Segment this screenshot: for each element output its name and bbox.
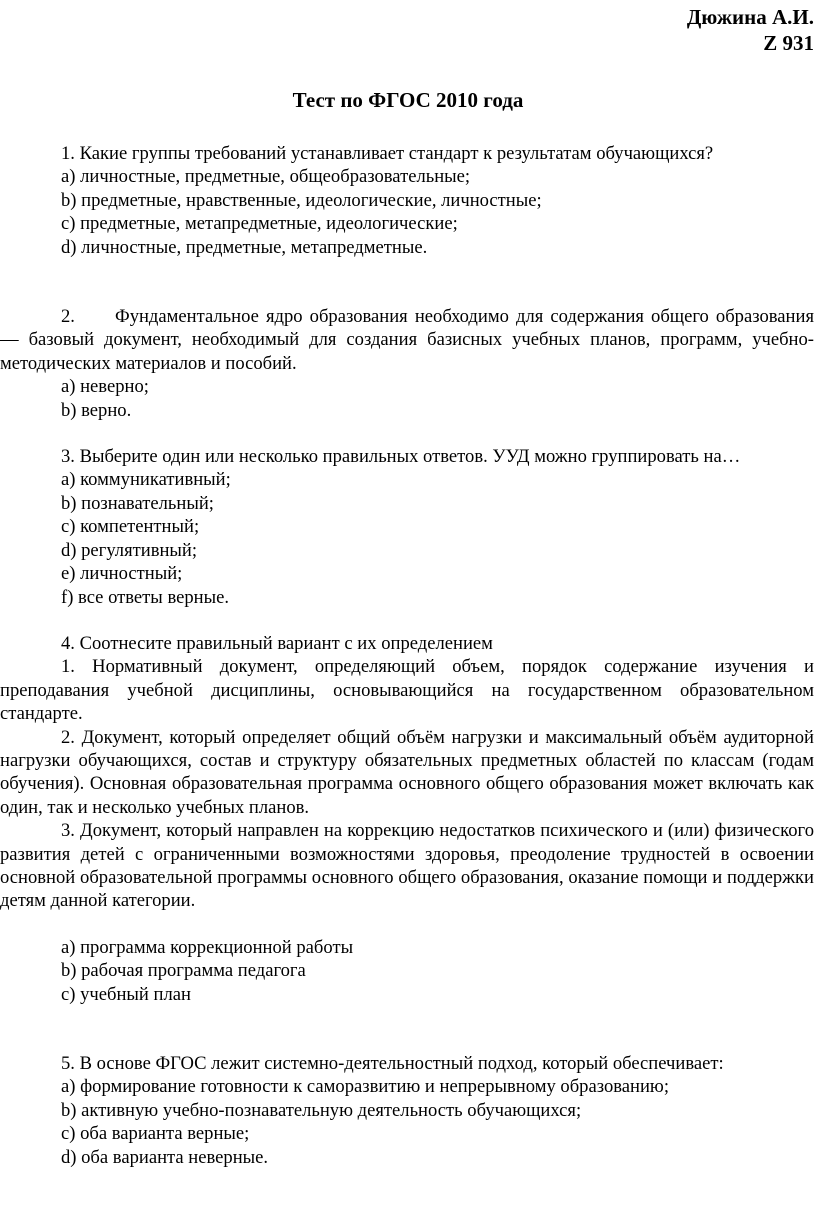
q3-option-c: c) компетентный; (61, 516, 200, 538)
question-3 (0, 445, 814, 609)
question-2-number: 2. (61, 306, 75, 328)
test-body (0, 142, 814, 1169)
question-3-text: 3. Выберите один или несколько правильных ответов. УУД можно группировать на… (61, 446, 741, 468)
q3-option-e: e) личностный; (61, 563, 183, 585)
q3-option-d: d) регулятивный; (61, 539, 198, 561)
q5-option-d: d) оба варианта неверные. (61, 1146, 269, 1168)
question-1-text: 1. Какие группы требований устанавливает стандарт к результатам обучающихся? (61, 143, 714, 164)
q4-option-b: b) рабочая программа педагога (61, 960, 306, 982)
q1-option-a: a) личностные, предметные, общеобразовательные; (61, 166, 471, 188)
question-4-text: 4. Соотнесите правильный вариант с их определением (61, 632, 493, 654)
q1-option-c: c) предметные, метапредметные, идеологические; (61, 213, 458, 235)
q4-definition-1: 1. Нормативный документ, определяющий объем, порядок содержание изучения и преподавания учебной дисциплины, основывающийся на государственном образовательном стандарте. (0, 656, 814, 725)
q4-definition-3: 3. Документ, который направлен на коррекцию недостатков психического и (или) физического развития детей с ограниченными возможностями здоровья, преодоление трудностей в освоении основной образовательной программы основного общего образования, оказание помощи и поддержки детям данной категории. (0, 820, 814, 912)
q4-definition-2: 2. Документ, который определяет общий объём нагрузки и максимальный объём аудиторной нагрузки обучающихся, состав и структуру обязательных предметных областей по классам (годам обучения). Основная образовательная программа основного общего образования может включать как один, так и несколько учебных планов. (0, 726, 814, 818)
q1-option-d: d) личностные, предметные, метапредметные. (61, 236, 428, 258)
q1-option-b: b) предметные, нравственные, идеологические, личностные; (61, 189, 542, 211)
author-name: Дюжина А.И. (686, 5, 814, 29)
question-4 (0, 632, 814, 1006)
question-5 (0, 1052, 814, 1169)
q3-option-f: f) все ответы верные. (61, 586, 230, 608)
q2-option-a: a) неверно; (61, 376, 149, 398)
q2-option-b: b) верно. (61, 399, 132, 421)
q5-option-c: c) оба варианта верные; (61, 1123, 250, 1145)
q3-option-a: a) коммуникативный; (61, 469, 231, 491)
q4-option-c: c) учебный план (61, 983, 191, 1005)
q3-option-b: b) познавательный; (61, 492, 214, 514)
q5-option-b: b) активную учебно-познавательную деятельность обучающихся; (61, 1099, 582, 1121)
document-code: Z 931 (763, 31, 814, 55)
question-2 (0, 305, 814, 422)
header-block (687, 4, 814, 56)
question-5-text: 5. В основе ФГОС лежит системно-деятельностный подход, который обеспечивает: (61, 1053, 724, 1074)
q5-option-a: a) формирование готовности к саморазвитию и непрерывному образованию; (61, 1076, 669, 1098)
q4-option-a: a) программа коррекционной работы (61, 936, 354, 958)
question-2-text: 2. Фундаментальное ядро образования необходимо для содержания общего образования — базовый документ, необходимый для создания базисных учебных планов, программ, учебно-методических материалов и пособий. (0, 306, 814, 374)
page-title: Тест по ФГОС 2010 года (292, 88, 524, 112)
question-1 (0, 142, 814, 259)
